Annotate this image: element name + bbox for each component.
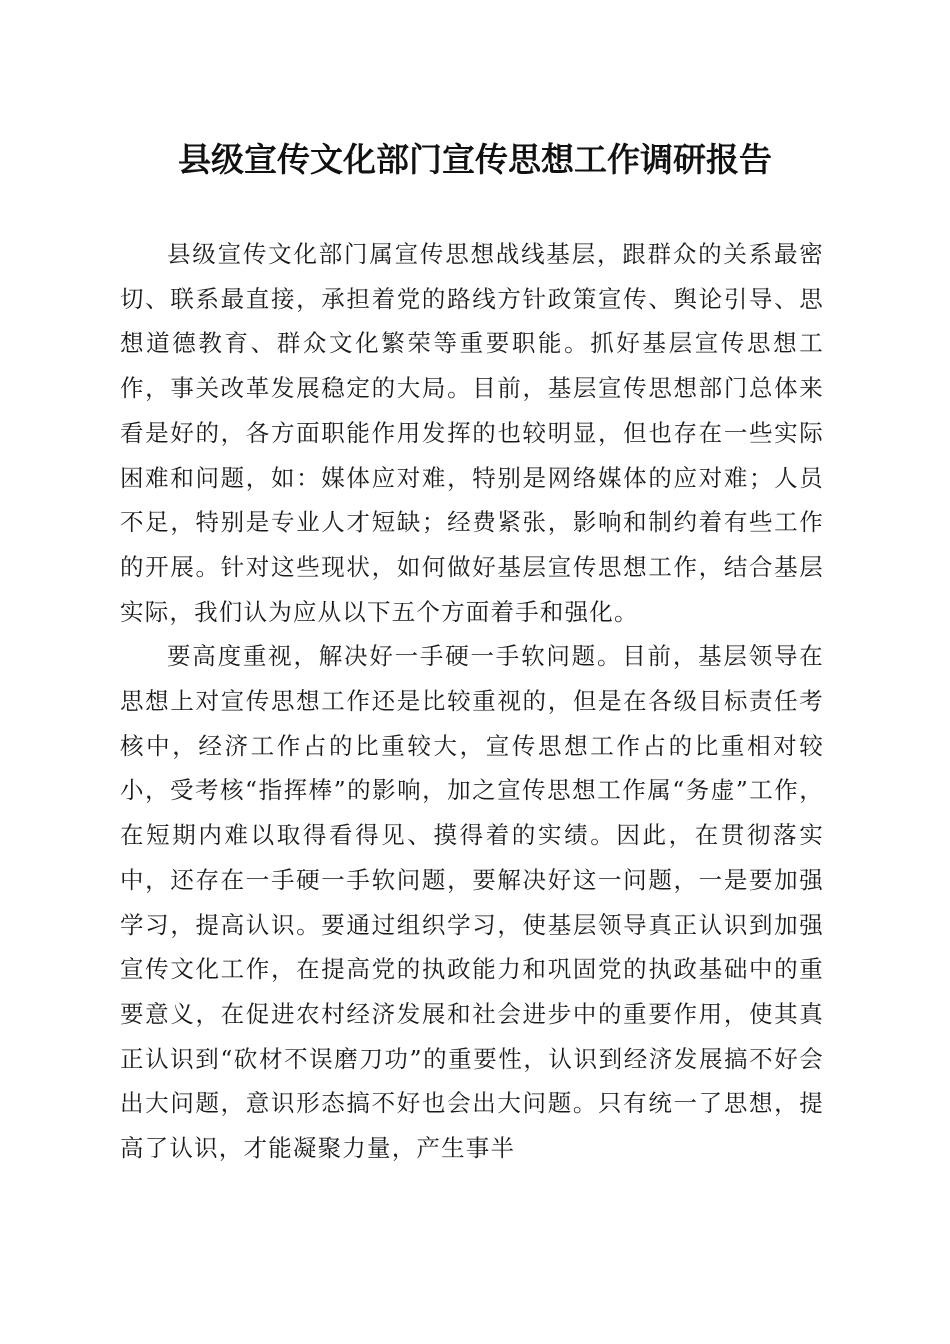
- paragraph-1: 县级宣传文化部门属宣传思想战线基层，跟群众的关系最密切、联系最直接，承担着党的路线方针政策宣传、舆论引导、思想道德教育、群众文化繁荣等重要职能。抓好基层宣传思想工作，事关改革发展稳定的大局。目前，基层宣传思想部门总体来看是好的，各方面职能作用发挥的也较明显，但也存在一些实际困难和问题，如：媒体应对难，特别是网络媒体的应对难；人员不足，特别是专业人才短缺；经费紧张，影响和制约着有些工作的开展。针对这些现状，如何做好基层宣传思想工作，结合基层实际，我们认为应从以下五个方面着手和强化。: [120, 240, 824, 626]
- paragraph-2: 要高度重视，解决好一手硬一手软问题。目前，基层领导在思想上对宣传思想工作还是比较重视的，但是在各级目标责任考核中，经济工作占的比重较大，宣传思想工作占的比重相对较小，受考核“指挥棒”的影响，加之宣传思想工作属“务虚”工作，在短期内难以取得看得见、摸得着的实绩。因此，在贯彻落实中，还存在一手硬一手软问题，要解决好这一问题，一是要加强学习，提高认识。要通过组织学习，使基层领导真正认识到加强宣传文化工作，在提高党的执政能力和巩固党的执政基础中的重要意义，在促进农村经济发展和社会进步中的重要作用，使其真正认识到“砍材不误磨刀功”的重要性，认识到经济发展搞不好会出大问题，意识形态搞不好也会出大问题。只有统一了思想，提高了认识，才能凝聚力量，产生事半: [120, 642, 824, 1163]
- document-body: [120, 232, 824, 1171]
- document-title: 县级宣传文化部门宣传思想工作调研报告: [178, 140, 772, 179]
